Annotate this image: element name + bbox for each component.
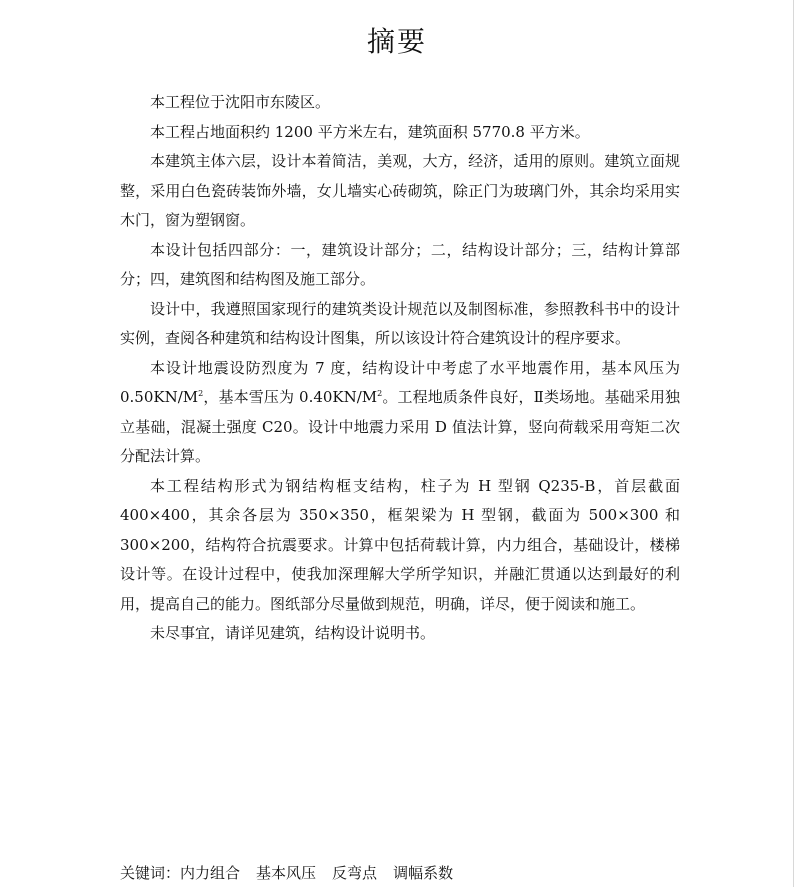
paragraph-closing: 未尽事宜，请详见建筑，结构设计说明书。 bbox=[150, 624, 436, 642]
seismic-text-1: 本设计地震设防烈度为 7 度，结构设计中考虑了水平地震作用，基本风压为 0.50KN/M bbox=[120, 358, 680, 406]
seismic-text-2: ，基本雪压为 0.40KN/M bbox=[203, 388, 378, 406]
paragraph-parts: 本设计包括四部分：一，建筑设计部分；二，结构设计部分；三，结构计算部分；四，建筑图和结构图及施工部分。 bbox=[120, 240, 680, 288]
keywords-label: 关键词： bbox=[120, 864, 181, 882]
abstract-body bbox=[120, 88, 680, 649]
paragraph-seismic bbox=[120, 354, 680, 472]
seismic-text-3: 。工程地质条件良好，Ⅱ类场地。基础采用独立基础，混凝土强度 C20。设计中地震力采用 D 值法计算，竖向荷载采用弯矩二次分配法计算。 bbox=[120, 388, 680, 465]
paragraph-location: 本工程位于沈阳市东陵区。 bbox=[150, 93, 331, 111]
keyword-item: 内力组合 bbox=[180, 864, 241, 882]
page-title: 摘要 bbox=[366, 25, 427, 58]
paragraph-structure: 本工程结构形式为钢结构框支结构，柱子为 H 型钢 Q235-B，首层截面400×400，其余各层为 350×350，框架梁为 H 型钢，截面为 500×300 和 300×200，结构符合抗震要求。计算中包括荷载计算，内力组合，基础设计，楼梯设计等。在设计过程中，使我加深理解大学所学知识，并融汇贯通以达到最好的利用，提高自己的能力。图纸部分尽量做到规范，明确，详尽，便于阅读和施工。 bbox=[120, 476, 680, 613]
paragraph-area: 本工程占地面积约 1200 平方米左右，建筑面积 5770.8 平方米。 bbox=[150, 122, 590, 141]
keyword-item: 反弯点 bbox=[332, 864, 378, 882]
paragraph-building: 本建筑主体六层，设计本着简洁，美观，大方，经济，适用的原则。建筑立面规整，采用白色瓷砖装饰外墙，女儿墙实心砖砌筑，除正门为玻璃门外，其余均采用实木门，窗为塑钢窗。 bbox=[120, 152, 680, 229]
keywords-line bbox=[120, 862, 453, 884]
superscript-2: 2 bbox=[377, 389, 383, 398]
keyword-item: 基本风压 bbox=[256, 864, 317, 882]
paragraph-standards: 设计中，我遵照国家现行的建筑类设计规范以及制图标准，参照教科书中的设计实例，查阅各种建筑和结构设计图集，所以该设计符合建筑设计的程序要求。 bbox=[120, 299, 680, 347]
keyword-item: 调幅系数 bbox=[393, 864, 454, 882]
superscript-2: 2 bbox=[198, 389, 204, 398]
